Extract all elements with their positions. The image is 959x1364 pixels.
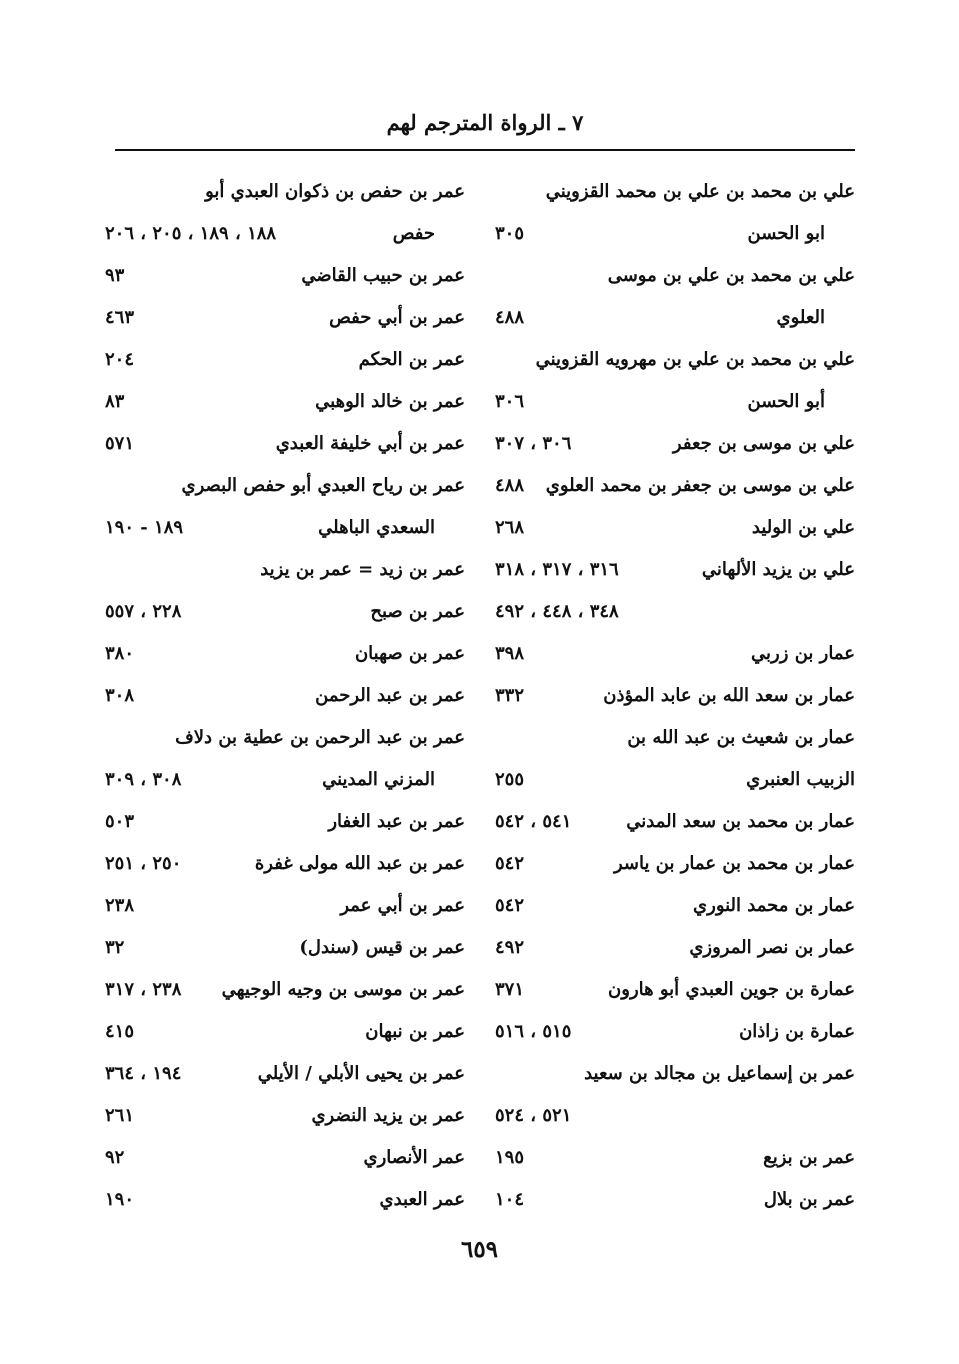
entry-name: عمر بن موسى بن وجيه الوجيهي [221, 978, 465, 1000]
entry-row [495, 548, 855, 590]
entry-pages: ١٩٤ ، ٣٦٤ [105, 1062, 182, 1084]
entry-name: عمر بن حبيب القاضي [301, 264, 465, 286]
entry-row [105, 1052, 465, 1094]
entry-name: ابو الحسن [747, 222, 825, 244]
entry-name: عمر بن أبي عمر [340, 894, 465, 916]
entry-name: عمر بن قيس (سندل) [299, 936, 465, 958]
entry-row [105, 464, 465, 506]
entry-name: عمر بن حفص بن ذكوان العبدي أبو [205, 180, 465, 202]
entry-pages: ٢٣٨ [105, 894, 135, 916]
entry-name: عمر بن أبي خليفة العبدي [275, 432, 465, 454]
entry-pages: ٤٨٨ [495, 306, 525, 328]
entry-row [495, 1094, 855, 1136]
entry-pages: ٣٠٥ [495, 222, 525, 244]
entry-row [495, 254, 855, 296]
entry-pages: ٣٨٠ [105, 642, 135, 664]
entry-row [495, 632, 855, 674]
entry-row [495, 968, 855, 1010]
entry-name: علي بن موسى بن جعفر بن محمد العلوي [545, 474, 855, 496]
entry-pages: ٢٦١ [105, 1104, 135, 1126]
entry-name: عمر بن رياح العبدي أبو حفص البصري [181, 474, 465, 496]
entry-row [105, 632, 465, 674]
entry-row [495, 800, 855, 842]
entry-pages: ٣١٦ ، ٣١٧ ، ٣١٨ [495, 558, 619, 580]
entry-name: عمر بن أبي حفص [329, 306, 465, 328]
entry-name: عمر بن خالد الوهبي [315, 390, 465, 412]
entry-row [105, 842, 465, 884]
entry-pages: ١٨٩ - ١٩٠ [105, 516, 184, 538]
entry-pages: ٥٤١ ، ٥٤٢ [495, 810, 572, 832]
entry-pages: ٥١٥ ، ٥١٦ [495, 1020, 572, 1042]
entry-row [495, 170, 855, 212]
left-column [105, 170, 465, 1220]
entry-name: عمار بن محمد بن عمار بن ياسر [613, 852, 855, 874]
entry-row [105, 296, 465, 338]
entry-name: عمر بن يزيد النضري [311, 1104, 465, 1126]
entry-row [495, 1178, 855, 1220]
entry-row [495, 926, 855, 968]
entry-pages: ٣٧١ [495, 978, 525, 1000]
entry-name: عمر بن بلال [763, 1188, 855, 1210]
entry-pages: ٣٣٢ [495, 684, 525, 706]
entry-pages: ١٩٠ [105, 1188, 135, 1210]
entry-name: عمر بن عبد الغفار [328, 810, 465, 832]
entry-row [105, 800, 465, 842]
entry-name: عمر بن عبد الله مولى غفرة [254, 852, 465, 874]
entry-row [105, 674, 465, 716]
entry-row [105, 1136, 465, 1178]
entry-pages: ٨٣ [105, 390, 125, 412]
entry-pages: ٢٠٤ [105, 348, 135, 370]
entry-pages: ٣٠٨ [105, 684, 135, 706]
entry-name: عمر العبدي [379, 1188, 465, 1210]
entry-row [495, 464, 855, 506]
entry-row [495, 338, 855, 380]
entry-pages: ٣٠٦ [495, 390, 525, 412]
right-column [495, 170, 855, 1220]
entry-row [105, 926, 465, 968]
entry-pages: ٥٠٣ [105, 810, 135, 832]
entry-row [495, 884, 855, 926]
entry-name: عمر الأنصاري [363, 1146, 465, 1168]
entry-row [495, 758, 855, 800]
entry-row [105, 968, 465, 1010]
entry-pages: ٥٢١ ، ٥٢٤ [495, 1104, 572, 1126]
entry-row [495, 1052, 855, 1094]
entry-name: عمار بن محمد بن سعد المدني [626, 810, 855, 832]
entry-name: عمر بن عبد الرحمن بن عطية بن دلاف [175, 726, 465, 748]
entry-name: حفص [392, 222, 435, 244]
entry-row [105, 590, 465, 632]
entry-row [495, 674, 855, 716]
entry-row [495, 716, 855, 758]
entry-row [495, 590, 855, 632]
entry-pages: ٥٤٢ [495, 852, 525, 874]
entry-name: علي بن يزيد الألهاني [701, 558, 855, 580]
entry-row [105, 884, 465, 926]
entry-name: عمر بن صبح [370, 600, 465, 622]
entry-name: عمر بن بزيع [763, 1146, 855, 1168]
entry-pages: ٢٦٨ [495, 516, 525, 538]
entry-name: عمر بن زيد = عمر بن يزيد [260, 558, 465, 580]
entry-pages: ٤٩٢ [495, 936, 525, 958]
entry-name: علي بن الوليد [751, 516, 855, 538]
entry-name: السعدي الباهلي [318, 516, 435, 538]
entry-name: علي بن محمد بن علي بن موسى [607, 264, 855, 286]
entry-row [105, 758, 465, 800]
entry-pages: ٥٤٢ [495, 894, 525, 916]
entry-row [105, 1178, 465, 1220]
entry-name: أبو الحسن [747, 390, 825, 412]
entry-name: عمار بن نصر المروزي [689, 936, 855, 958]
entry-pages: ٣٤٨ ، ٤٤٨ ، ٤٩٢ [495, 600, 619, 622]
entry-pages: ٩٣ [105, 264, 125, 286]
entry-name: علي بن محمد بن علي بن محمد القزويني [545, 180, 855, 202]
entry-pages: ٢٥٥ [495, 768, 525, 790]
entry-row [105, 422, 465, 464]
entry-row [105, 380, 465, 422]
entry-pages: ٥٧١ [105, 432, 135, 454]
entry-row [105, 548, 465, 590]
entry-pages: ٢٣٨ ، ٣١٧ [105, 978, 182, 1000]
entry-name: عمارة بن جوين العبدي أبو هارون [608, 978, 855, 1000]
entry-row [495, 212, 855, 254]
entry-name: عمر بن الحكم [358, 348, 465, 370]
entry-row [105, 254, 465, 296]
page-number: ٦٥٩ [460, 1236, 499, 1263]
entry-pages: ٤١٥ [105, 1020, 135, 1042]
page-header: ٧ ـ الرواة المترجم لهم [386, 110, 584, 135]
entry-pages: ٣٠٨ ، ٣٠٩ [105, 768, 182, 790]
entry-pages: ٤٨٨ [495, 474, 525, 496]
header-rule [115, 149, 855, 151]
entry-name: عمار بن شعيث بن عبد الله بن [627, 726, 855, 748]
entry-row [105, 338, 465, 380]
entry-name: عمار بن سعد الله بن عابد المؤذن [603, 684, 855, 706]
entry-pages: ٣٠٦ ، ٣٠٧ [495, 432, 572, 454]
entry-row [105, 1094, 465, 1136]
entry-row [105, 170, 465, 212]
entry-row [495, 842, 855, 884]
entry-row [495, 1010, 855, 1052]
entry-row [495, 506, 855, 548]
entry-name: عمر بن يحيى الأبلي / الأيلي [257, 1062, 465, 1084]
entry-name: عمار بن محمد النوري [693, 894, 855, 916]
entry-name: علي بن محمد بن علي بن مهرويه القزويني [535, 348, 855, 370]
entry-name: عمارة بن زاذان [739, 1020, 855, 1042]
entry-pages: ١٨٨ ، ١٨٩ ، ٢٠٥ ، ٢٠٦ [105, 222, 277, 244]
entry-row [495, 296, 855, 338]
entry-pages: ٤٦٣ [105, 306, 135, 328]
entry-name: الزبيب العنبري [746, 768, 855, 790]
entry-name: علي بن موسى بن جعفر [672, 432, 855, 454]
entry-pages: ٩٢ [105, 1146, 125, 1168]
entry-name: عمار بن زربي [751, 642, 855, 664]
entry-pages: ٣٢ [105, 936, 125, 958]
entry-pages: ١٩٥ [495, 1146, 525, 1168]
entry-name: عمر بن إسماعيل بن مجالد بن سعيد [584, 1062, 855, 1084]
entry-row [495, 422, 855, 464]
entry-pages: ١٠٤ [495, 1188, 525, 1210]
entry-row [105, 506, 465, 548]
entry-name: العلوي [776, 306, 825, 328]
entry-name: عمر بن نبهان [365, 1020, 465, 1042]
entry-name: عمر بن صهبان [354, 642, 465, 664]
entry-row [105, 1010, 465, 1052]
entry-row [105, 212, 465, 254]
entry-pages: ٢٥٠ ، ٢٥١ [105, 852, 182, 874]
entry-pages: ٢٢٨ ، ٥٥٧ [105, 600, 182, 622]
entry-name: عمر بن عبد الرحمن [315, 684, 465, 706]
entry-name: المزني المديني [322, 768, 435, 790]
entry-row [105, 716, 465, 758]
entry-row [495, 380, 855, 422]
entry-pages: ٣٩٨ [495, 642, 525, 664]
entry-row [495, 1136, 855, 1178]
